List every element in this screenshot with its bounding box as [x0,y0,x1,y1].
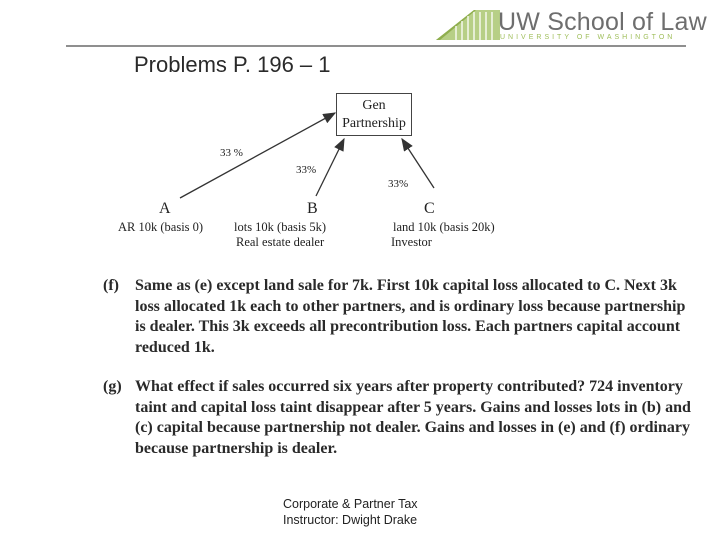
arrow-a-to-partnership [180,113,335,198]
partnership-label-line1: Gen [362,98,386,113]
item-g [103,377,703,461]
partner-a-asset: AR 10k (basis 0) [118,220,204,234]
arrow-b-to-partnership [316,139,344,196]
item-f-text: Same as (e) except land sale for 7k. First 10k capital loss allocated to C. Next 3k loss allocated 1k each to other partners, and is ordinary loss because partnership is dealer. This 3k exceeds all precontribution loss. Each partners capital account reduced 1k. [135,277,686,356]
share-c: 33% [388,178,409,190]
partnership-label-line2: Partnership [342,116,406,131]
partner-c-asset: land 10k (basis 20k) [393,220,495,234]
share-a: 33 % [220,147,243,159]
partner-a-letter: A [159,200,171,217]
item-f [103,276,703,360]
slide-title: Problems P. 196 – 1 [134,52,331,77]
item-f-label: (f) [103,277,119,294]
item-g-text: What effect if sales occurred six years after property contributed? 724 inventory taint and capital loss taint disappear after 5 years. Gains and losses lots in (b) and (c) capital because partnership not dealer. Gains and losses in (e) and (f) ordinary because partnership is dealer. [135,378,691,457]
partner-c-role: Investor [391,235,432,249]
partnership-box [336,93,412,136]
footer-instructor: Instructor: Dwight Drake [283,513,418,527]
item-g-label: (g) [103,378,122,395]
partner-b-letter: B [307,200,318,217]
logo-name: UW School of Law [498,8,707,36]
logo-subtitle: UNIVERSITY OF WASHINGTON [500,34,676,41]
footer [283,496,418,528]
share-b: 33% [296,164,317,176]
footer-course: Corporate & Partner Tax [283,497,418,511]
partner-b-asset: lots 10k (basis 5k) [234,220,327,234]
partner-c-letter: C [424,200,435,217]
partner-b-role: Real estate dealer [236,235,325,249]
